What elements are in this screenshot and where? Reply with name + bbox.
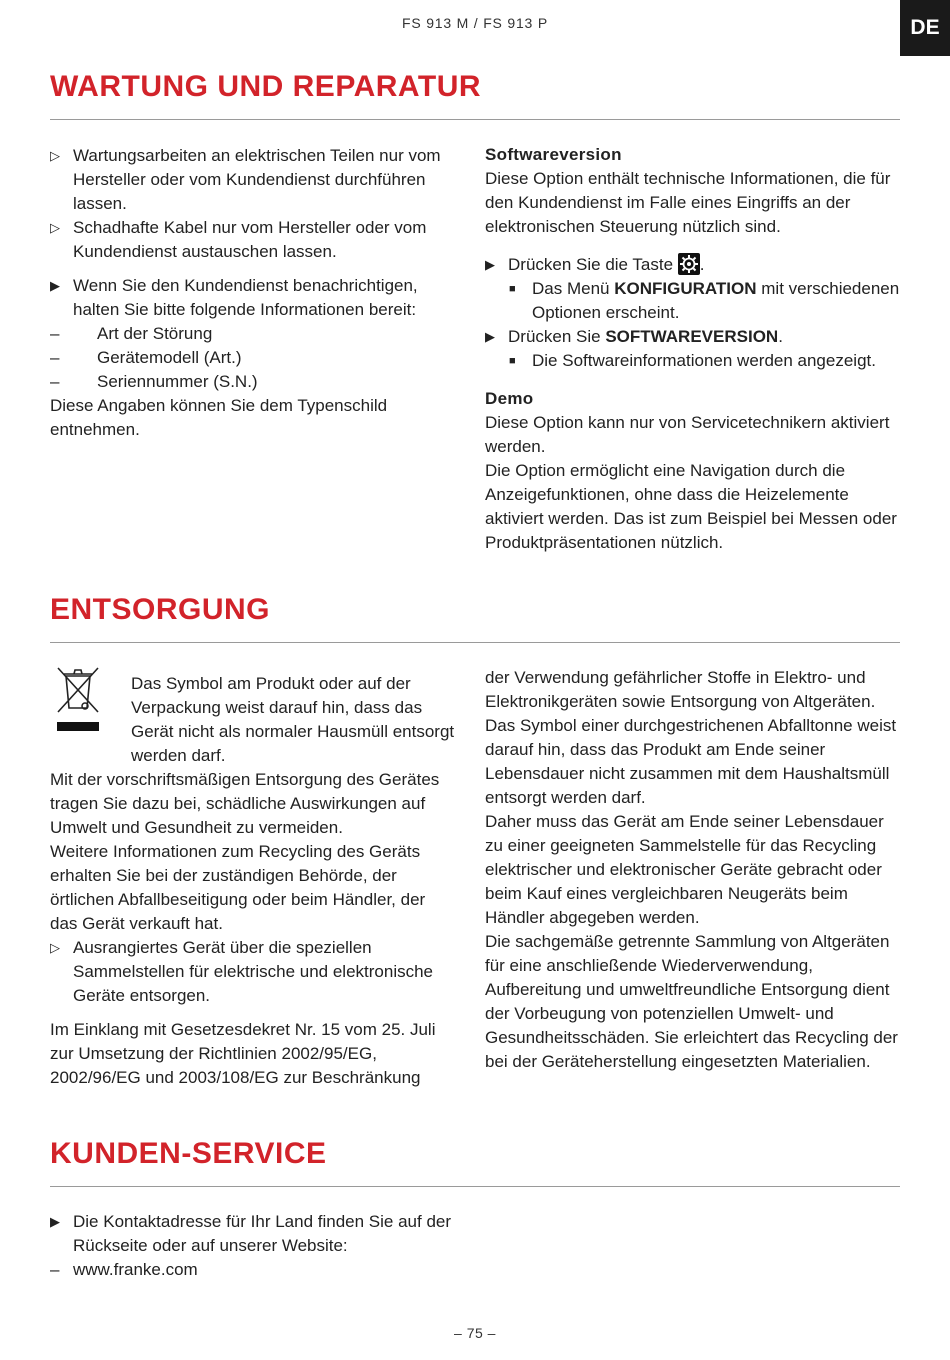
solid-triangle-icon: ▶ — [50, 278, 60, 293]
list-item — [50, 346, 460, 370]
list-item — [50, 216, 460, 264]
section-divider — [50, 642, 900, 643]
wartung-left-column — [50, 144, 460, 442]
crossed-bin-icon — [54, 662, 102, 736]
list-item — [50, 322, 460, 346]
result-softwareinfo: Die Softwareinformationen werden angezeigt. — [532, 351, 876, 370]
dash-marker: – — [50, 348, 60, 367]
solid-triangle-icon: ▶ — [50, 1214, 60, 1229]
dash-marker: – — [50, 324, 60, 343]
list-item — [50, 370, 460, 394]
wartung-bullet-3: Wenn Sie den Kundendienst benachrichtigen, halten Sie bitte folgende Informationen bereit: — [73, 276, 418, 319]
language-badge: DE — [900, 0, 950, 56]
dash-marker: – — [50, 1260, 60, 1279]
step-press-key: Drücken Sie die Taste . — [508, 255, 705, 274]
demo-text-1: Diese Option kann nur von Servicetechnikern aktiviert werden. — [485, 413, 890, 456]
entsorgung-text-2: Weitere Informationen zum Recycling des Geräts erhalten Sie bei der zuständigen Behörde, der örtlichen Abfallbeseitigung oder beim Händler, der das Gerät verkauft hat. — [50, 842, 426, 933]
list-item — [50, 274, 460, 322]
demo-text-2: Die Option ermöglicht eine Navigation durch die Anzeigefunktionen, ohne dass die Heizelemente aktiviert werden. Das ist zum Beispiel bei Messen oder Produktpräsentationen nützlich. — [485, 461, 897, 552]
website-link[interactable]: www.franke.com — [73, 1260, 198, 1279]
info-item-3: Seriennummer (S.N.) — [97, 372, 258, 391]
settings-key-icon — [678, 253, 700, 275]
section-title-entsorgung: ENTSORGUNG — [50, 593, 271, 626]
entsorgung-right-text-1: der Verwendung gefährlicher Stoffe in Elektro- und Elektronikgeräten sowie Entsorgung von Altgeräten. — [485, 668, 876, 711]
square-bullet-icon: ■ — [509, 355, 516, 367]
entsorgung-bullet: Ausrangiertes Gerät über die speziellen Sammelstellen für elektrische und elektronische Geräte entsorgen. — [73, 938, 434, 1005]
open-triangle-icon: ▷ — [50, 940, 60, 955]
section-divider — [50, 1186, 900, 1187]
section-title-wartung: WARTUNG UND REPARATUR — [50, 70, 482, 103]
wartung-right-column — [485, 143, 900, 555]
info-item-2: Gerätemodell (Art.) — [97, 348, 242, 367]
list-item — [485, 349, 900, 373]
wartung-bullet-1: Wartungsarbeiten an elektrischen Teilen nur vom Hersteller oder vom Kundendienst durchführen lassen. — [73, 146, 441, 213]
softwareversion-heading: Softwareversion — [485, 145, 622, 164]
softwareversion-text: Diese Option enthält technische Informationen, die für den Kundendienst im Falle eines Eingriffs an der elektronischen Steuerung nützlich sind. — [485, 169, 891, 236]
solid-triangle-icon: ▶ — [485, 329, 495, 344]
list-item — [50, 1210, 470, 1258]
entsorgung-text-3: Im Einklang mit Gesetzesdekret Nr. 15 vom 25. Juli zur Umsetzung der Richtlinien 2002/95/EG, 2002/96/EG und 2003/108/EG zur Beschränkung — [50, 1020, 436, 1087]
service-bullet: Die Kontaktadresse für Ihr Land finden Sie auf der Rückseite oder auf unserer Website: — [73, 1212, 452, 1255]
section-title-service: KUNDEN-SERVICE — [50, 1137, 327, 1170]
page-number: – 75 – — [454, 1325, 496, 1341]
step-press-softwareversion: Drücken Sie SOFTWAREVERSION. — [508, 327, 783, 346]
section-divider — [50, 119, 900, 120]
list-item — [50, 144, 460, 216]
list-item — [485, 253, 900, 277]
typenschild-note: Diese Angaben können Sie dem Typenschild entnehmen. — [50, 396, 388, 439]
entsorgung-left-column — [50, 672, 455, 1090]
open-triangle-icon: ▷ — [50, 148, 60, 163]
entsorgung-right-text-3: Daher muss das Gerät am Ende seiner Lebensdauer zu einer geeigneten Sammelstelle für das Recycling elektrischer und elektronischer Geräte gebracht oder beim Kauf eines vergleichbaren Neugeräts beim Händler abgegeben werden. — [485, 812, 884, 927]
list-item — [485, 325, 900, 349]
list-item — [50, 1258, 470, 1282]
dash-marker: – — [50, 372, 60, 391]
entsorgung-right-text-4: Die sachgemäße getrennte Sammlung von Altgeräten für eine anschließende Wiederverwendung, Aufbereitung und umweltfreundliche Entsorgung dient der Vorbeugung von potenziellen Umwelt- und Gesundheitsschäden. Sie erleichtert das Recycling der bei der Geräteherstellung eingesetzten Materialien. — [485, 932, 898, 1071]
demo-heading: Demo — [485, 389, 534, 408]
solid-triangle-icon: ▶ — [485, 257, 495, 272]
weee-symbol-text: Das Symbol am Produkt oder auf der Verpackung weist darauf hin, dass das Gerät nicht als normaler Hausmüll entsorgt werden darf. — [131, 674, 455, 765]
list-item — [50, 936, 455, 1008]
wartung-bullet-2: Schadhafte Kabel nur vom Hersteller oder vom Kundendienst austauschen lassen. — [73, 218, 427, 261]
result-konfiguration: Das Menü KONFIGURATION mit verschiedenen Optionen erscheint. — [532, 279, 900, 322]
entsorgung-text-1: Mit der vorschriftsmäßigen Entsorgung des Gerätes tragen Sie dazu bei, schädliche Auswirkungen auf Umwelt und Gesundheit zu vermeiden. — [50, 770, 440, 837]
list-item — [485, 277, 900, 325]
square-bullet-icon: ■ — [509, 283, 516, 295]
service-column — [50, 1210, 470, 1282]
entsorgung-right-column — [485, 666, 905, 1074]
weee-block — [50, 672, 455, 768]
info-item-1: Art der Störung — [97, 324, 213, 343]
open-triangle-icon: ▷ — [50, 220, 60, 235]
entsorgung-right-text-2: Das Symbol einer durchgestrichenen Abfalltonne weist darauf hin, dass das Produkt am Ende seiner Lebensdauer nicht zusammen mit dem Haushaltsmüll entsorgt werden darf. — [485, 716, 897, 807]
document-model: FS 913 M / FS 913 P — [402, 15, 548, 31]
